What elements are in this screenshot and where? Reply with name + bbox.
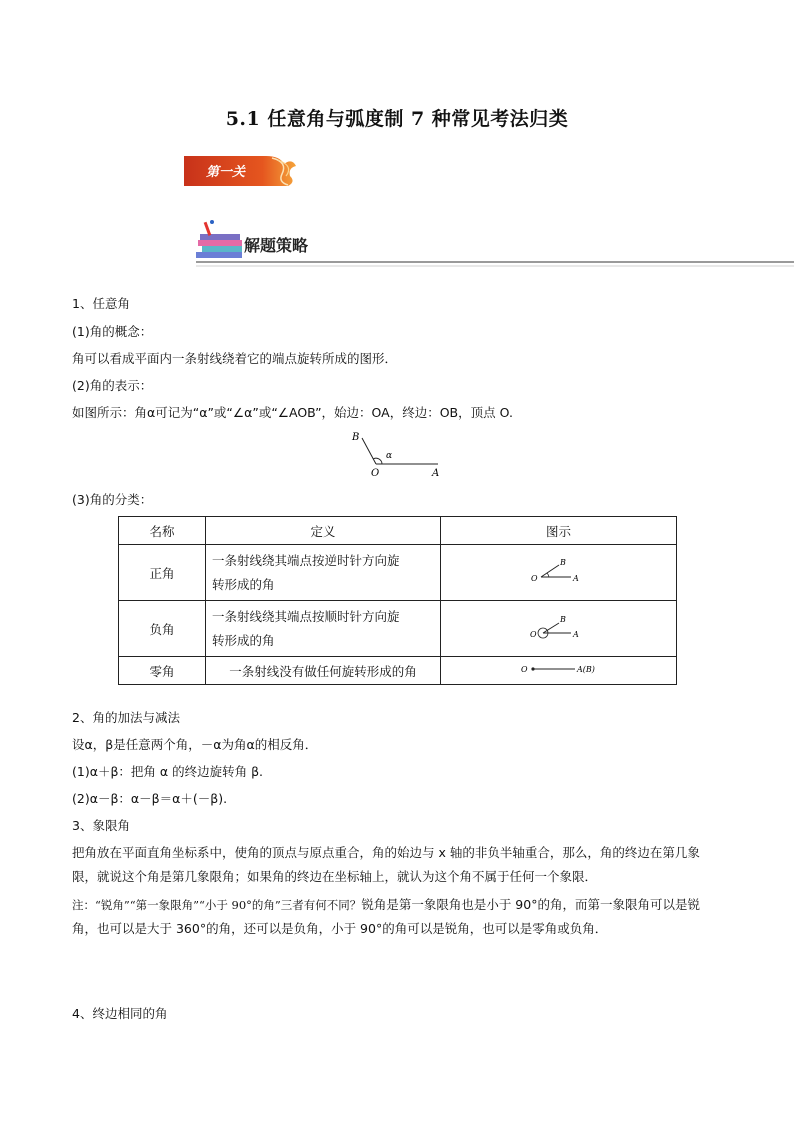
table-header-row [119,517,677,545]
books-icon [196,220,242,258]
diagram-label: A [572,630,579,639]
section-1-heading: 1、任意角 [72,296,130,311]
definition-line: 一条射线绕其端点按逆时针方向旋 [212,552,400,568]
level-badge-label: 第一关 [206,165,246,180]
section-2-line-3: (2)α－β：α－β＝α＋(－β). [72,791,228,806]
section-2-line-2: (1)α＋β：把角 α 的终边旋转角 β. [72,764,264,779]
row-name: 正角 [119,545,206,601]
diagram-label: O [529,630,537,639]
definition-line: 转形成的角 [212,632,275,648]
definition-line: 转形成的角 [212,576,275,592]
page-title: 5.1 任意角与弧度制 7 种常见考法归类 [225,108,569,130]
section-3-heading: 3、象限角 [72,818,130,833]
diagram-label: A(B) [576,665,595,674]
zero-angle-diagram [519,661,599,677]
row-name: 负角 [119,601,206,657]
row-name: 零角 [119,657,206,685]
figure-label-alpha: α [386,451,393,461]
row-definition [206,601,441,657]
angle-figure [344,426,454,480]
table-row [119,657,677,685]
concept-text: 角可以看成平面内一条射线绕着它的端点旋转所成的图形． [72,351,398,366]
note-question: 注：“锐角”“第一象限角”“小于 90°的角”三者有何不同？ [72,898,362,912]
table-row [119,601,677,657]
classification-table [118,516,677,685]
representation-label: (2)角的表示： [72,378,153,393]
section-3-paragraph: 把角放在平面直角坐标系中，使角的顶点与原点重合，角的始边与 x 轴的非负半轴重合，那么，角的终边在第几象限，就说这个角是第几象限角；如果角的终边在坐标轴上，就认为这个角不属于任何一个象限． [72,845,700,884]
row-definition: 一条射线没有做任何旋转形成的角 [206,657,441,685]
representation-text: 如图所示：角α可记为“α”或“∠α”或“∠AOB”，始边：OA，终边：OB，顶点 O. [72,405,513,420]
header-definition: 定义 [206,517,441,545]
section-2-line-1: 设α，β是任意两个角，－α为角α的相反角． [72,737,318,752]
row-diagram [441,657,677,685]
diagram-label: B [559,558,566,567]
positive-angle-diagram [529,553,589,589]
section-2-heading: 2、角的加法与减法 [72,710,180,725]
diagram-label: O [520,665,528,674]
diagram-label: A [572,574,579,583]
level-badge-graphic [184,154,298,188]
diagram-label: O [530,574,538,583]
level-badge [184,154,298,188]
row-diagram [441,601,677,657]
strategy-header-graphic [196,218,794,268]
figure-label-b: B [352,432,360,443]
figure-label-a: A [432,468,440,479]
header-diagram: 图示 [441,517,677,545]
definition-line: 一条射线绕其端点按顺时针方向旋 [212,608,400,624]
negative-angle-diagram [529,609,589,645]
diagram-label: B [559,615,566,624]
strategy-header [196,218,794,268]
note-answer: 锐角是第一象限角也是小于 90°的角，而第一象限角可以是锐角，也可以是大于 360°的角，还可以是负角，小于 90°的角可以是锐角，也可以是零角或负角． [72,897,700,936]
figure-label-o: O [371,468,380,479]
classification-label: (3)角的分类： [72,492,153,507]
row-diagram [441,545,677,601]
strategy-label: 解题策略 [244,236,309,255]
row-definition [206,545,441,601]
section-4-heading: 4、终边相同的角 [72,1006,168,1021]
concept-label: (1)角的概念： [72,324,153,339]
section-3-note [72,893,722,941]
table-row [119,545,677,601]
header-name: 名称 [119,517,206,545]
